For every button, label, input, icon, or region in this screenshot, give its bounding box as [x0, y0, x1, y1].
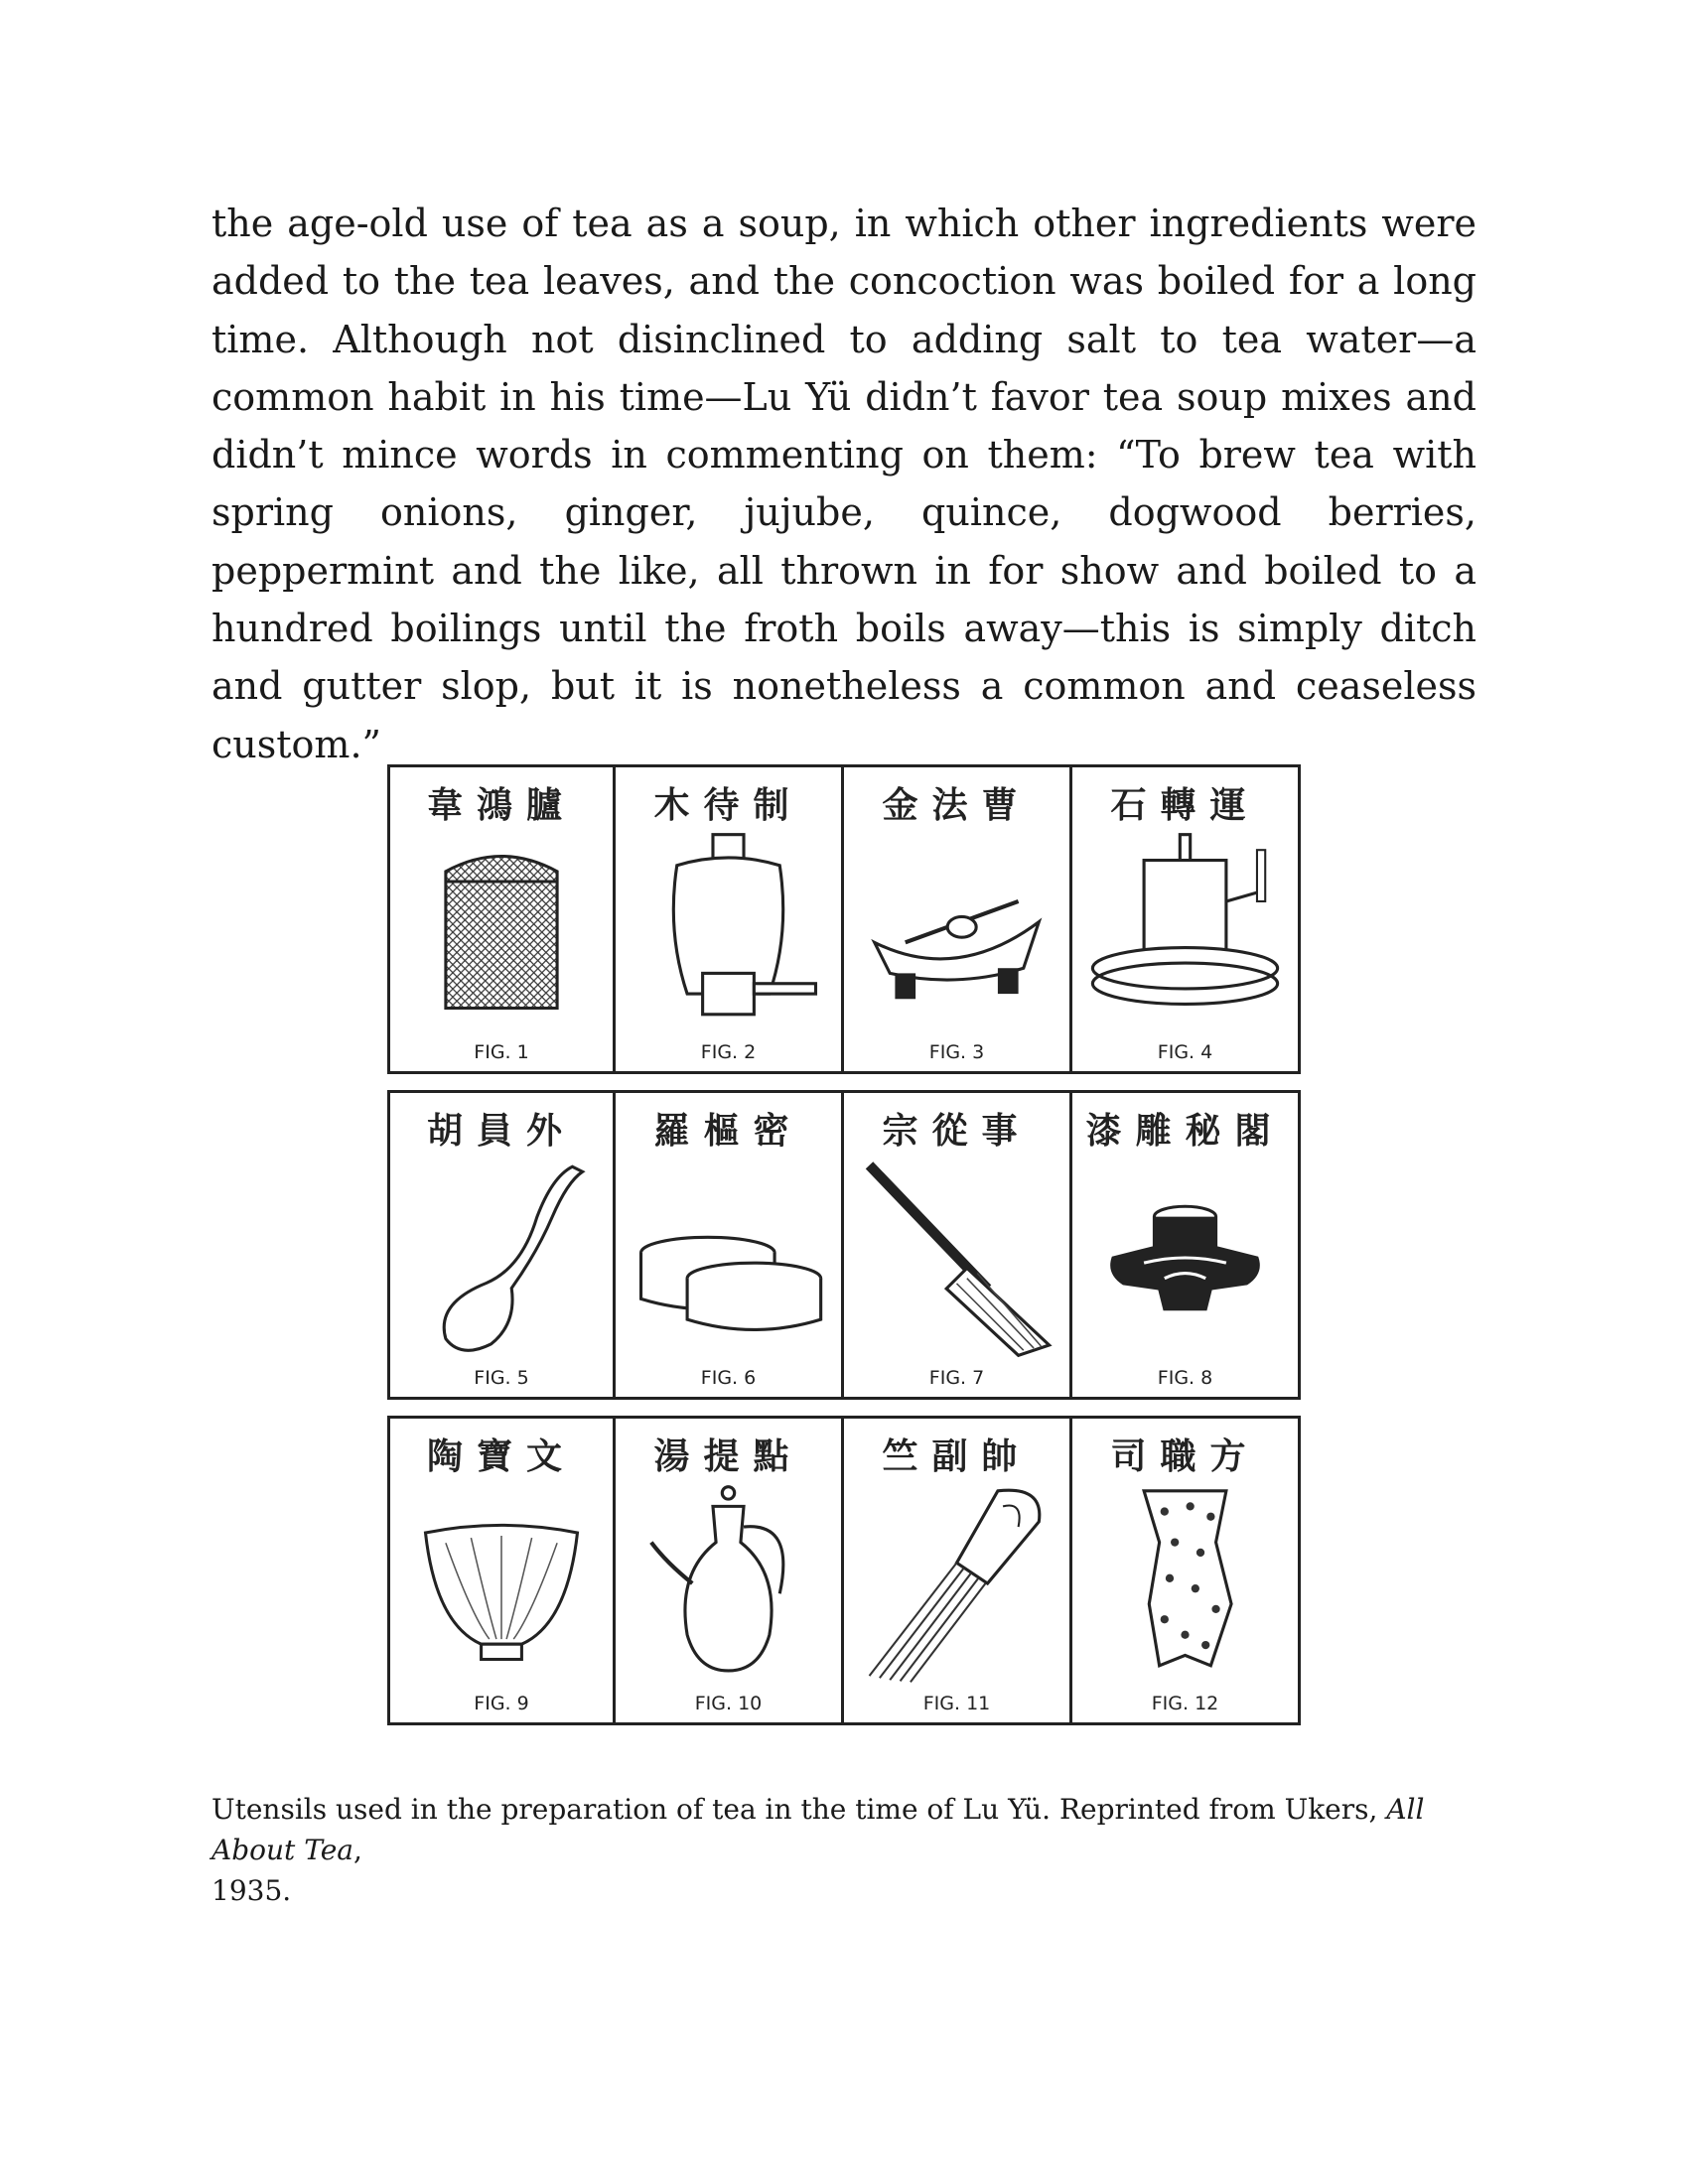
figure-cell-5	[387, 1090, 616, 1400]
gourd-ladle-illustration	[400, 1155, 603, 1361]
figure-cell-12	[1069, 1416, 1301, 1725]
figure-chars: 羅樞密	[653, 1111, 803, 1152]
brush-illustration	[854, 1155, 1059, 1361]
figure-chars: 宗從事	[882, 1111, 1032, 1152]
figure-chars: 湯提點	[653, 1436, 803, 1477]
figure-chars: 竺副帥	[882, 1436, 1032, 1477]
ewer-illustration	[626, 1480, 831, 1687]
figure-cell-1	[387, 764, 616, 1074]
figure-cell-6	[613, 1090, 844, 1400]
caption-comma: ,	[352, 1834, 362, 1866]
figure-cell-11	[841, 1416, 1072, 1725]
figure-chars: 司職方	[1110, 1436, 1260, 1477]
grinder-boat-illustration	[854, 829, 1059, 1035]
figure-cell-9	[387, 1416, 616, 1725]
figure-caption	[211, 1789, 1477, 1911]
utensils-figure	[387, 764, 1301, 1725]
figure-label: FIG. 10	[694, 1693, 763, 1714]
caption-book-title: All About Tea	[211, 1793, 1425, 1866]
cup-stand-illustration	[1082, 1155, 1288, 1361]
figure-chars: 木待制	[653, 785, 803, 826]
basket-illustration	[400, 829, 603, 1035]
sieve-box-illustration	[626, 1155, 831, 1361]
figure-cell-10	[613, 1416, 844, 1725]
figure-label: FIG. 1	[474, 1041, 529, 1063]
figure-label: FIG. 8	[1157, 1367, 1213, 1389]
figure-label: FIG. 7	[928, 1367, 985, 1389]
figure-cell-8	[1069, 1090, 1301, 1400]
bowl-illustration	[400, 1480, 603, 1687]
figure-cell-4	[1069, 764, 1301, 1074]
figure-cell-3	[841, 764, 1072, 1074]
caption-year: 1935.	[211, 1874, 292, 1907]
figure-label: FIG. 4	[1157, 1041, 1213, 1063]
figure-cell-2	[613, 764, 844, 1074]
figure-label: FIG. 11	[922, 1693, 991, 1714]
figure-chars: 金法曹	[882, 785, 1032, 826]
figure-chars: 胡員外	[426, 1111, 576, 1152]
figure-chars: 陶寶文	[426, 1436, 576, 1477]
figure-label: FIG. 6	[700, 1367, 757, 1389]
caption-text: Utensils used in the preparation of tea in the time of Lu Yü. Reprinted from Ukers,	[211, 1793, 1387, 1826]
body-paragraph: the age-old use of tea as a soup, in which other ingredients were added to the tea leaves, and the concoction was boiled for a long time. Although not disinclined to adding salt to tea water—a common habit in his time—Lu Yü didn’t favor tea soup mixes and didn’t mince words in commenting on them: “To brew tea with spring onions, ginger, jujube, quince, dogwood berries, peppermint and the like, all thrown in for show and boiled to a hundred boilings until the froth boils away—this is simply ditch and gutter slop, but it is nonetheless a common and ceaseless custom.”	[211, 202, 1477, 766]
figure-chars: 漆雕秘閣	[1085, 1111, 1285, 1152]
stone-mill-illustration	[1082, 829, 1288, 1035]
figure-cell-7	[841, 1090, 1072, 1400]
figure-chars: 石轉運	[1110, 785, 1260, 826]
figure-chars: 韋鴻臚	[426, 785, 576, 826]
figure-label: FIG. 3	[928, 1041, 985, 1063]
whisk-illustration	[854, 1480, 1059, 1687]
figure-grid	[387, 764, 1301, 1725]
cloth-illustration	[1082, 1480, 1288, 1687]
figure-label: FIG. 9	[474, 1693, 529, 1714]
figure-label: FIG. 2	[700, 1041, 757, 1063]
figure-label: FIG. 5	[474, 1367, 529, 1389]
figure-label: FIG. 12	[1151, 1693, 1219, 1714]
mortar-illustration	[626, 829, 831, 1035]
